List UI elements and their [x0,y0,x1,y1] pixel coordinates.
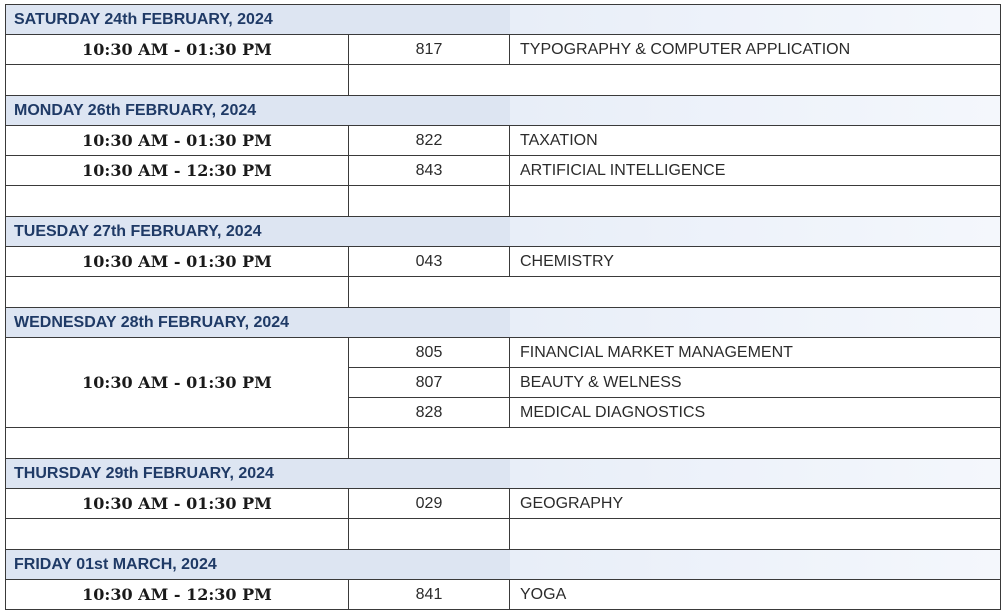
subject-code: 841 [349,580,510,610]
day-header-row [6,550,1001,580]
table-row [6,126,1001,156]
table-row [6,35,1001,65]
subject-code: 822 [349,126,510,156]
table-row [6,156,1001,186]
exam-time: 10:30 AM - 01:30 PM [6,338,349,428]
day-heading: FRIDAY 01st MARCH, 2024 [6,550,510,580]
day-heading: WEDNESDAY 28th FEBRUARY, 2024 [6,308,510,338]
day-header-row [6,5,1001,35]
day-heading: THURSDAY 29th FEBRUARY, 2024 [6,459,510,489]
exam-time: 10:30 AM - 12:30 PM [6,580,349,610]
day-header-band [510,217,1001,247]
subject-code: 029 [349,489,510,519]
spacer-row [6,428,1001,459]
subject-name: FINANCIAL MARKET MANAGEMENT [510,338,1001,368]
subject-name: YOGA [510,580,1001,610]
spacer-row [6,186,1001,217]
day-heading: TUESDAY 27th FEBRUARY, 2024 [6,217,510,247]
subject-code: 805 [349,338,510,368]
subject-code: 043 [349,247,510,277]
table-row [6,338,1001,368]
day-header-row [6,217,1001,247]
subject-name: MEDICAL DIAGNOSTICS [510,398,1001,428]
day-header-band [510,5,1001,35]
day-heading: SATURDAY 24th FEBRUARY, 2024 [6,5,510,35]
subject-code: 843 [349,156,510,186]
subject-code: 828 [349,398,510,428]
spacer-row [6,519,1001,550]
day-header-band [510,550,1001,580]
exam-time: 10:30 AM - 01:30 PM [6,126,349,156]
table-row [6,489,1001,519]
exam-time: 10:30 AM - 01:30 PM [6,35,349,65]
table-row [6,247,1001,277]
subject-code: 817 [349,35,510,65]
subject-name: GEOGRAPHY [510,489,1001,519]
day-header-band [510,308,1001,338]
spacer-row [6,65,1001,96]
subject-name: ARTIFICIAL INTELLIGENCE [510,156,1001,186]
subject-code: 807 [349,368,510,398]
exam-time: 10:30 AM - 01:30 PM [6,489,349,519]
exam-time: 10:30 AM - 01:30 PM [6,247,349,277]
exam-time: 10:30 AM - 12:30 PM [6,156,349,186]
subject-name: TYPOGRAPHY & COMPUTER APPLICATION [510,35,1001,65]
exam-schedule-table [5,4,1001,610]
day-header-band [510,96,1001,126]
subject-name: BEAUTY & WELNESS [510,368,1001,398]
day-heading: MONDAY 26th FEBRUARY, 2024 [6,96,510,126]
day-header-band [510,459,1001,489]
spacer-row [6,277,1001,308]
day-header-row [6,459,1001,489]
day-header-row [6,308,1001,338]
subject-name: CHEMISTRY [510,247,1001,277]
table-row [6,580,1001,610]
day-header-row [6,96,1001,126]
subject-name: TAXATION [510,126,1001,156]
